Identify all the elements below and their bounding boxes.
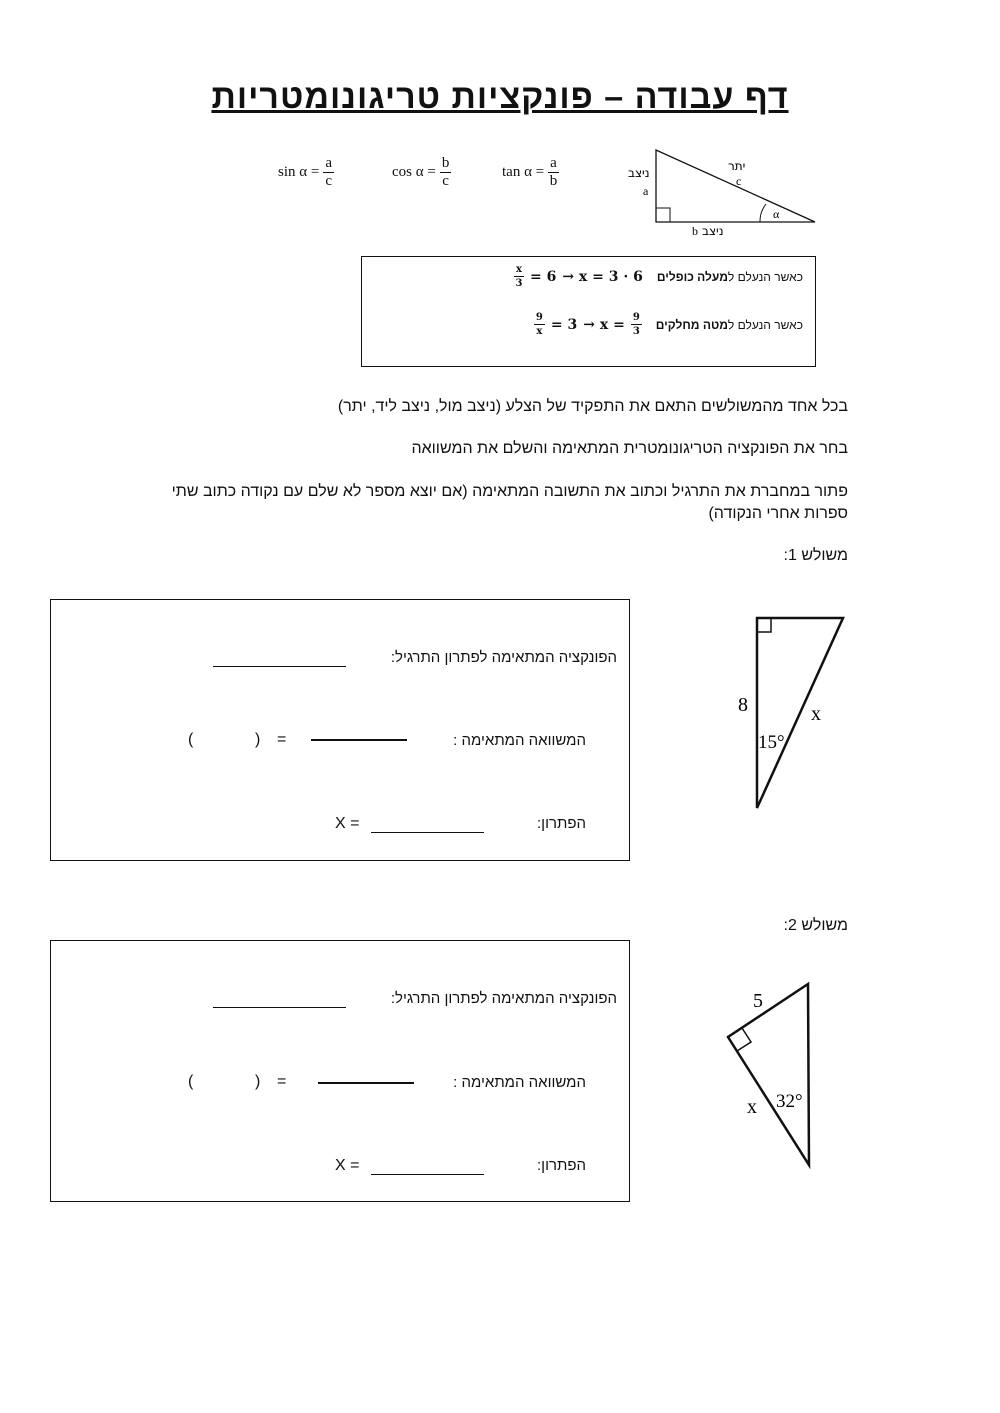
- exercise-1-sol-label: הפתרון:: [537, 815, 586, 832]
- exercise-1-triangle-shape: [757, 618, 843, 808]
- rule-multiply-math: $\frac{x}{3}$ = 6 → x = 3 · 6: [515, 264, 643, 289]
- exercise-1-x-label: X =: [335, 815, 360, 832]
- tan-denominator: b: [549, 173, 558, 189]
- rule-divide-text: כאשר הנעלם למטה מחלקים: [655, 317, 803, 332]
- exercise-2-answer-blank[interactable]: [371, 1174, 484, 1175]
- exercise-1-right-angle-mark: [757, 618, 771, 632]
- instruction-2: בחר את הפונקציה הטריגונומטרית המתאימה והשלם את המשוואה: [411, 440, 848, 457]
- exercise-2-func-blank[interactable]: [213, 1007, 346, 1008]
- angle-label: α: [773, 207, 780, 221]
- exercise-2-angle-label: 32°: [776, 1091, 803, 1112]
- adj-label: ניצב: [702, 224, 724, 238]
- rule-divide: [534, 311, 803, 338]
- sin-formula: [278, 155, 334, 190]
- exercise-1-angle-label: 15°: [758, 732, 785, 753]
- exercise-2-func-label: הפונקציה המתאימה לפתרון התרגיל:: [390, 990, 617, 1007]
- exercise-2-paren-open: (: [188, 1073, 194, 1090]
- sin-lhs: sin α =: [278, 164, 320, 180]
- tan-numerator: a: [550, 155, 557, 171]
- opp-letter: a: [643, 184, 649, 198]
- exercise-1-heading: משולש 1:: [783, 547, 848, 564]
- exercise-1-paren-open: (: [188, 731, 194, 748]
- exercise-1-fraction-line[interactable]: [311, 739, 407, 741]
- page-title: דף עבודה – פונקציות טריגונומטריות: [211, 78, 789, 116]
- exercise-2-triangle: [715, 975, 845, 1175]
- cos-lhs: cos α =: [392, 164, 436, 180]
- rule-multiply-text: כאשר הנעלם למעלה כופלים: [656, 269, 803, 284]
- exercise-1-eq-label: המשוואה המתאימה :: [453, 732, 586, 749]
- exercise-1-box: [50, 599, 630, 861]
- exercise-1-triangle: [720, 605, 860, 815]
- cos-denominator: c: [442, 173, 449, 189]
- exercise-2-fraction-line[interactable]: [318, 1082, 414, 1084]
- rule-multiply: [514, 263, 803, 290]
- exercise-2-side-label: 5: [753, 990, 763, 1012]
- exercise-2-paren-close: ): [255, 1073, 261, 1090]
- adj-letter: b: [692, 224, 698, 238]
- exercise-1-unknown-label: x: [811, 703, 821, 725]
- exercise-1-paren-close: ): [255, 731, 261, 748]
- exercise-2-right-angle-mark: [728, 1028, 751, 1051]
- exercise-2-x-label: X =: [335, 1157, 360, 1174]
- hyp-label: יתר: [728, 159, 746, 173]
- rules-box: [361, 256, 816, 367]
- exercise-1-func-blank[interactable]: [213, 666, 346, 667]
- exercise-2-heading: משולש 2:: [783, 917, 848, 934]
- sin-denominator: c: [325, 173, 332, 189]
- exercise-2-sol-label: הפתרון:: [537, 1157, 586, 1174]
- angle-arc: [760, 204, 766, 222]
- tan-lhs: tan α =: [502, 164, 545, 180]
- instruction-3: פתור במחברת את התרגיל וכתוב את התשובה המתאימה (אם יוצא מספר לא שלם עם נקודה כתוב שתי ספרות אחרי הנקודה): [171, 483, 848, 522]
- exercise-2-box: [50, 940, 630, 1202]
- instruction-1: בכל אחד מהמשולשים התאם את התפקיד של הצלע (ניצב מול, ניצב ליד, יתר): [337, 398, 848, 415]
- rule-divide-math: $\frac{9}{x}$ = 3 → x = $\frac{9}{3}$: [535, 312, 640, 337]
- tan-formula: [502, 155, 559, 190]
- reference-triangle: [615, 140, 830, 240]
- cos-formula: [392, 155, 451, 190]
- hyp-letter: c: [736, 174, 742, 188]
- exercise-1-answer-blank[interactable]: [371, 832, 484, 833]
- exercise-2-unknown-label: x: [747, 1096, 757, 1118]
- right-angle-mark: [656, 208, 670, 222]
- exercise-2-equals: =: [277, 1073, 287, 1090]
- exercise-1-side-label: 8: [738, 694, 748, 716]
- sin-numerator: a: [325, 155, 332, 171]
- exercise-1-equals: =: [277, 731, 287, 748]
- opp-label: ניצב: [628, 166, 650, 180]
- exercise-2-triangle-shape: [728, 984, 809, 1165]
- exercise-2-eq-label: המשוואה המתאימה :: [453, 1074, 586, 1091]
- cos-numerator: b: [441, 155, 450, 171]
- exercise-1-func-label: הפונקציה המתאימה לפתרון התרגיל:: [390, 649, 617, 666]
